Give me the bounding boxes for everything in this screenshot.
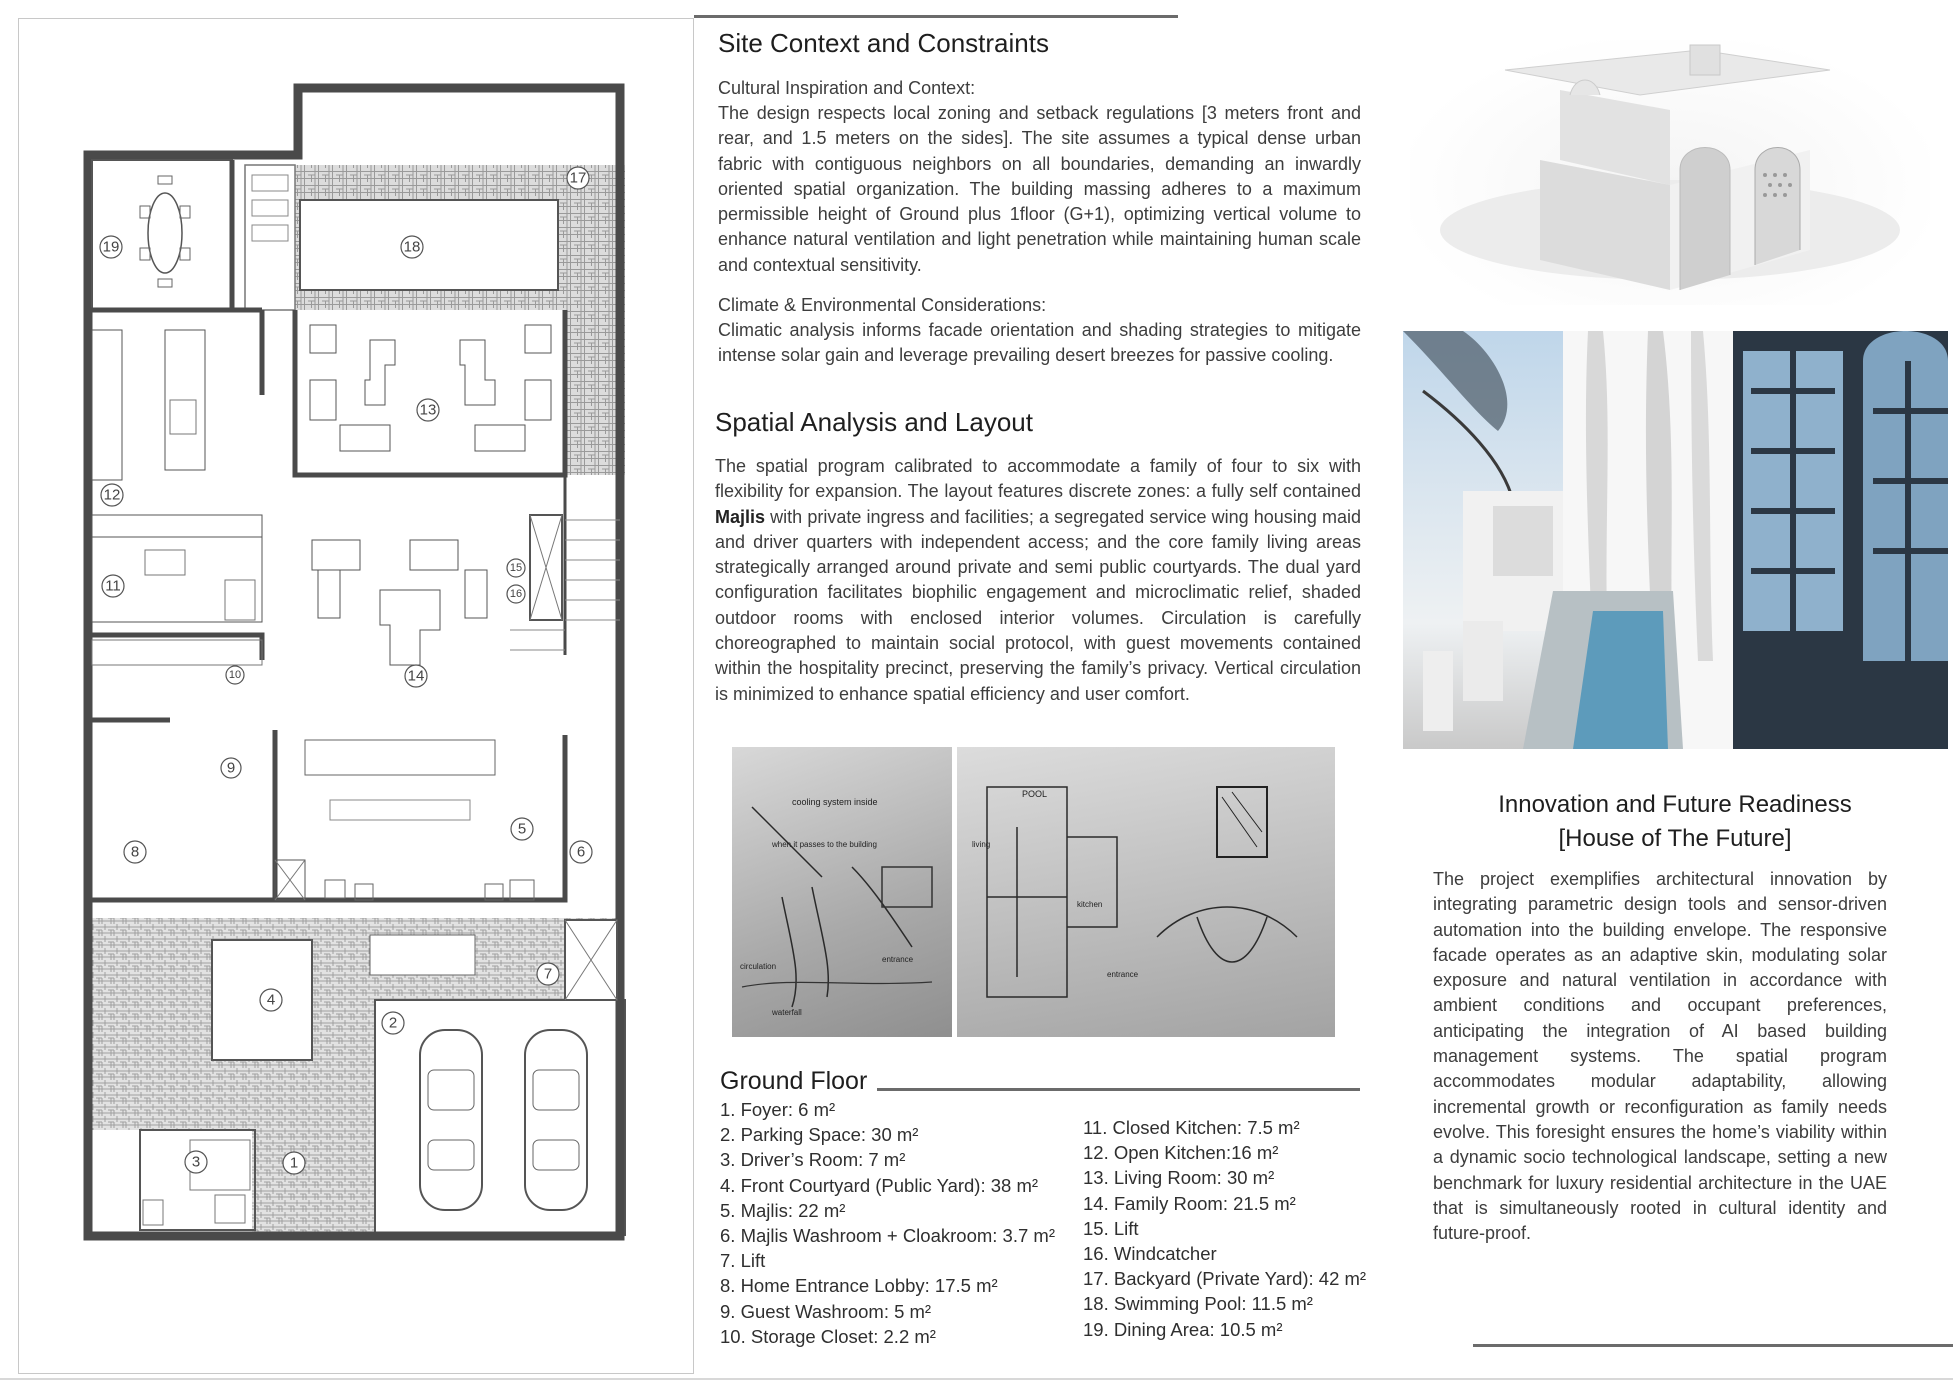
car-right bbox=[525, 1030, 587, 1210]
plan-label: 10 bbox=[228, 669, 242, 681]
plan-label: 7 bbox=[543, 965, 553, 983]
sketch-note: when it passes to the building bbox=[772, 840, 877, 849]
plan-label: 4 bbox=[266, 991, 276, 1009]
massing-model-render bbox=[1410, 40, 1930, 305]
sketch-note: waterfall bbox=[772, 1008, 802, 1017]
innovation-title-line2: [House of The Future] bbox=[1558, 825, 1792, 852]
plan-label: 19 bbox=[102, 238, 120, 256]
sketch-note: POOL bbox=[1022, 789, 1048, 799]
plan-label: 9 bbox=[226, 759, 236, 777]
plan-label: 3 bbox=[191, 1153, 201, 1171]
spatial-body-majlis: Majlis bbox=[715, 506, 766, 527]
plan-label: 13 bbox=[419, 401, 437, 419]
room-list-item: 4. Front Courtyard (Public Yard): 38 m² bbox=[720, 1174, 1039, 1196]
sketch-note: cooling system inside bbox=[792, 797, 878, 807]
dining-table bbox=[148, 193, 182, 273]
plan-label: 15 bbox=[509, 562, 523, 574]
innovation-body: The project exemplifies architectural innovation by integrating parametric design tools and sensor-driven automation into the building envelope. The responsive facade operates as an adaptive skin, modulating solar exposure and natural ventilation in accordance with ambient conditions and occupant preferences, anticipating the integration of AI based building management systems. The spatial program accommodates modular adaptability, allowing incremental growth or reconfiguration as family needs evolve. This foresight ensures the home’s viability within a dynamic socio technological landscape, setting a new benchmark for luxury residential architecture in the UAE that is simultaneously rooted in cultural identity and future-proof. bbox=[1433, 869, 1887, 1244]
plan-label: 2 bbox=[388, 1014, 398, 1032]
plan-label: 11 bbox=[105, 577, 121, 595]
spatial-body-part1: The spatial program calibrated to accommodate a family of four to six with flexibility for expansion. The layout features discrete zones: a fully self contained bbox=[715, 456, 1361, 502]
room-list-item: 2. Parking Space: 30 m² bbox=[720, 1124, 919, 1146]
drivers-room-floor bbox=[92, 1130, 252, 1235]
room-list-item: 7. Lift bbox=[720, 1250, 766, 1272]
sketch-note: entrance bbox=[1107, 970, 1139, 979]
sketch-note: living bbox=[972, 840, 991, 849]
room-list-item: 17. Backyard (Private Yard): 42 m² bbox=[1083, 1268, 1367, 1290]
plan-label: 17 bbox=[569, 169, 587, 187]
room-list-item: 10. Storage Closet: 2.2 m² bbox=[720, 1325, 936, 1347]
cultural-heading: Cultural Inspiration and Context: bbox=[718, 78, 976, 98]
cultural-body: The design respects local zoning and setback regulations [3 meters front and rear, and 1.5 meters on the sides]. The site assumes a typical dense urban fabric with contiguous neighbors on all boundaries, demanding an inwardly oriented spatial organization. The building massing adheres to a maximum permissible height of Ground plus 1floor (G+1), optimizing vertical volume to enhance natural ventilation and light penetration while maintaining human scale and contextual sensitivity. bbox=[718, 103, 1361, 275]
plan-label: 16 bbox=[509, 588, 523, 600]
spatial-body-part2: with private ingress and facilities; a segregated service wing housing maid and driver quarters with independent access; and the core family living areas strategically arranged around private and semi public courtyards. The dual yard configuration facilitates biophilic engagement and microclimatic relief, shaded outdoor rooms with enclosed interior volumes. Circulation is carefully choreographed to maintain social protocol, with guest movements contained within the hospitality precinct, preserving the family’s privacy. Vertical circulation is minimized to enhance spatial efficiency and user comfort. bbox=[715, 506, 1361, 704]
room-list-item: 16. Windcatcher bbox=[1083, 1243, 1217, 1265]
swimming-pool bbox=[300, 200, 558, 290]
room-list-item: 9. Guest Washroom: 5 m² bbox=[720, 1300, 932, 1322]
spatial-body bbox=[715, 454, 1361, 707]
bottom-rule bbox=[1473, 1344, 1953, 1347]
room-list-item: 18. Swimming Pool: 11.5 m² bbox=[1083, 1293, 1313, 1315]
room-list-item: 6. Majlis Washroom + Cloakroom: 3.7 m² bbox=[720, 1225, 1055, 1247]
plan-label: 14 bbox=[407, 667, 425, 685]
room-list-item: 12. Open Kitchen:16 m² bbox=[1083, 1142, 1279, 1164]
room-list-item: 5. Majlis: 22 m² bbox=[720, 1199, 846, 1221]
room-list-left bbox=[720, 1097, 1070, 1349]
room-list-right bbox=[1083, 1115, 1373, 1342]
room-list-item: 14. Family Room: 21.5 m² bbox=[1083, 1192, 1296, 1214]
concept-sketch-right bbox=[957, 747, 1335, 1037]
sketch-note: circulation bbox=[740, 962, 777, 971]
room-list-item: 13. Living Room: 30 m² bbox=[1083, 1167, 1275, 1189]
plan-label: 6 bbox=[576, 843, 586, 861]
plan-label: 12 bbox=[103, 486, 121, 504]
concept-sketch-left bbox=[732, 747, 952, 1037]
courtyard-render bbox=[1403, 331, 1948, 749]
climate-heading: Climate & Environmental Considerations: bbox=[718, 295, 1047, 315]
room-list-item: 19. Dining Area: 10.5 m² bbox=[1083, 1318, 1283, 1340]
room-list-item: 11. Closed Kitchen: 7.5 m² bbox=[1083, 1117, 1300, 1138]
floor-plan bbox=[70, 70, 640, 1250]
page-bottom-edge bbox=[0, 1378, 1953, 1380]
ground-floor-title: Ground Floor bbox=[720, 1067, 868, 1095]
room-list-item: 15. Lift bbox=[1083, 1217, 1139, 1239]
room-list-item: 3. Driver’s Room: 7 m² bbox=[720, 1149, 906, 1171]
room-list-item: 1. Foyer: 6 m² bbox=[720, 1099, 836, 1120]
plan-label: 5 bbox=[517, 820, 527, 838]
ground-floor-rule bbox=[877, 1088, 1360, 1091]
sketch-note: kitchen bbox=[1077, 900, 1103, 909]
innovation-title-line1: Innovation and Future Readiness bbox=[1498, 791, 1852, 818]
spatial-title: Spatial Analysis and Layout bbox=[715, 407, 1033, 437]
plan-label: 18 bbox=[403, 238, 421, 256]
plan-label: 1 bbox=[289, 1154, 299, 1172]
sketch-note: entrance bbox=[882, 955, 914, 964]
room-list-item: 8. Home Entrance Lobby: 17.5 m² bbox=[720, 1275, 998, 1297]
top-rule bbox=[694, 15, 1178, 18]
innovation-title bbox=[1410, 788, 1940, 856]
climate-body: Climatic analysis informs facade orientation and shading strategies to mitigate intense solar gain and leverage prevailing desert breezes for passive cooling. bbox=[718, 320, 1361, 366]
site-context-title: Site Context and Constraints bbox=[718, 28, 1049, 58]
car-left bbox=[420, 1030, 482, 1210]
plan-label: 8 bbox=[130, 843, 140, 861]
